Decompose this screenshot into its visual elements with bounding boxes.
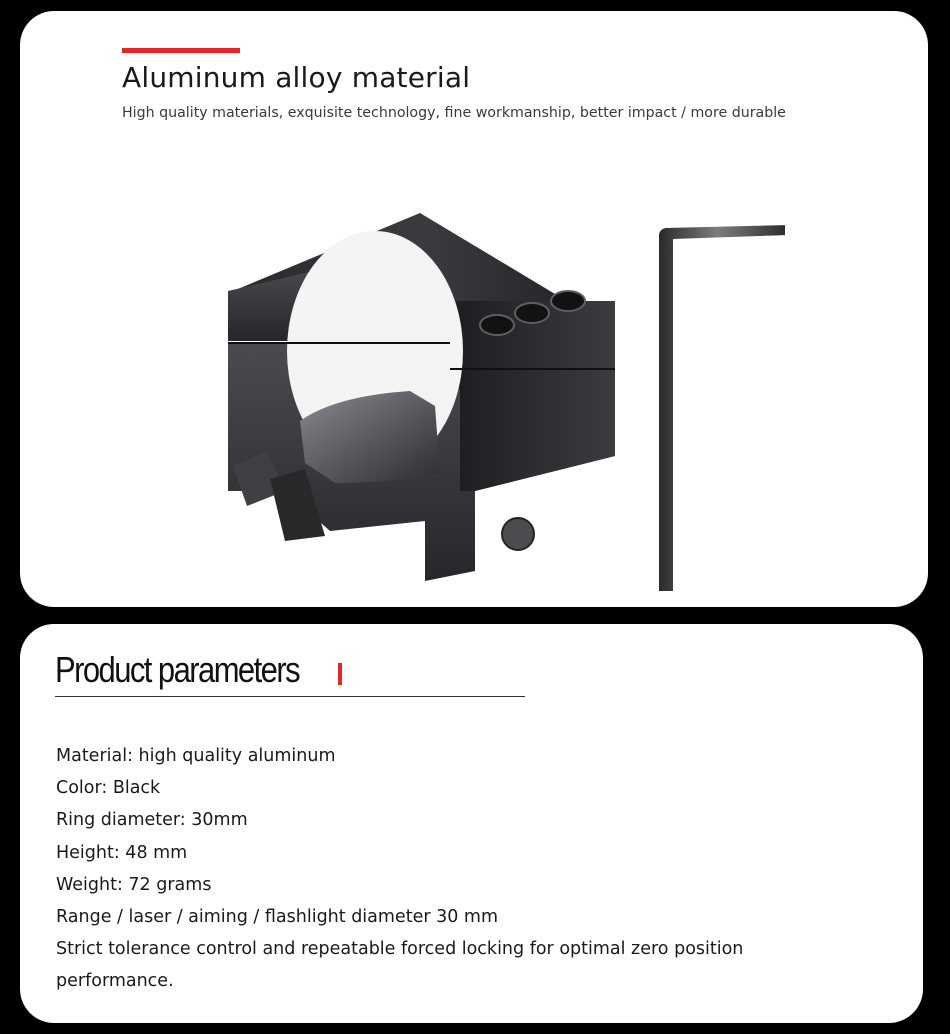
- product-image: [185, 191, 785, 591]
- hex-key-wrench-icon: [659, 225, 785, 591]
- scope-ring-mount-icon: [228, 213, 615, 581]
- param-color: Color: Black: [56, 778, 161, 799]
- param-material: Material: high quality aluminum: [56, 746, 336, 766]
- param-tolerance: Strict tolerance control and repeatable forced locking for optimal zero position performance.: [56, 939, 744, 992]
- material-card: [20, 11, 928, 607]
- param-compatible-diameter: Range / laser / aiming / flashlight diameter 30 mm: [56, 907, 499, 928]
- title-accent-bar: [122, 48, 240, 53]
- parameters-title: Product parameters: [55, 649, 300, 690]
- title-accent-mark: [338, 663, 342, 685]
- param-height: Height: 48 mm: [56, 842, 188, 863]
- parameter-list: [56, 740, 796, 998]
- title-underline: [55, 696, 525, 697]
- param-weight: Weight: 72 grams: [56, 874, 212, 895]
- material-title: Aluminum alloy material: [122, 61, 471, 94]
- parameters-card: [20, 624, 923, 1023]
- param-ring-diameter: Ring diameter: 30mm: [56, 810, 248, 831]
- material-subtitle: High quality materials, exquisite technology, fine workmanship, better impact / more durable: [122, 105, 786, 121]
